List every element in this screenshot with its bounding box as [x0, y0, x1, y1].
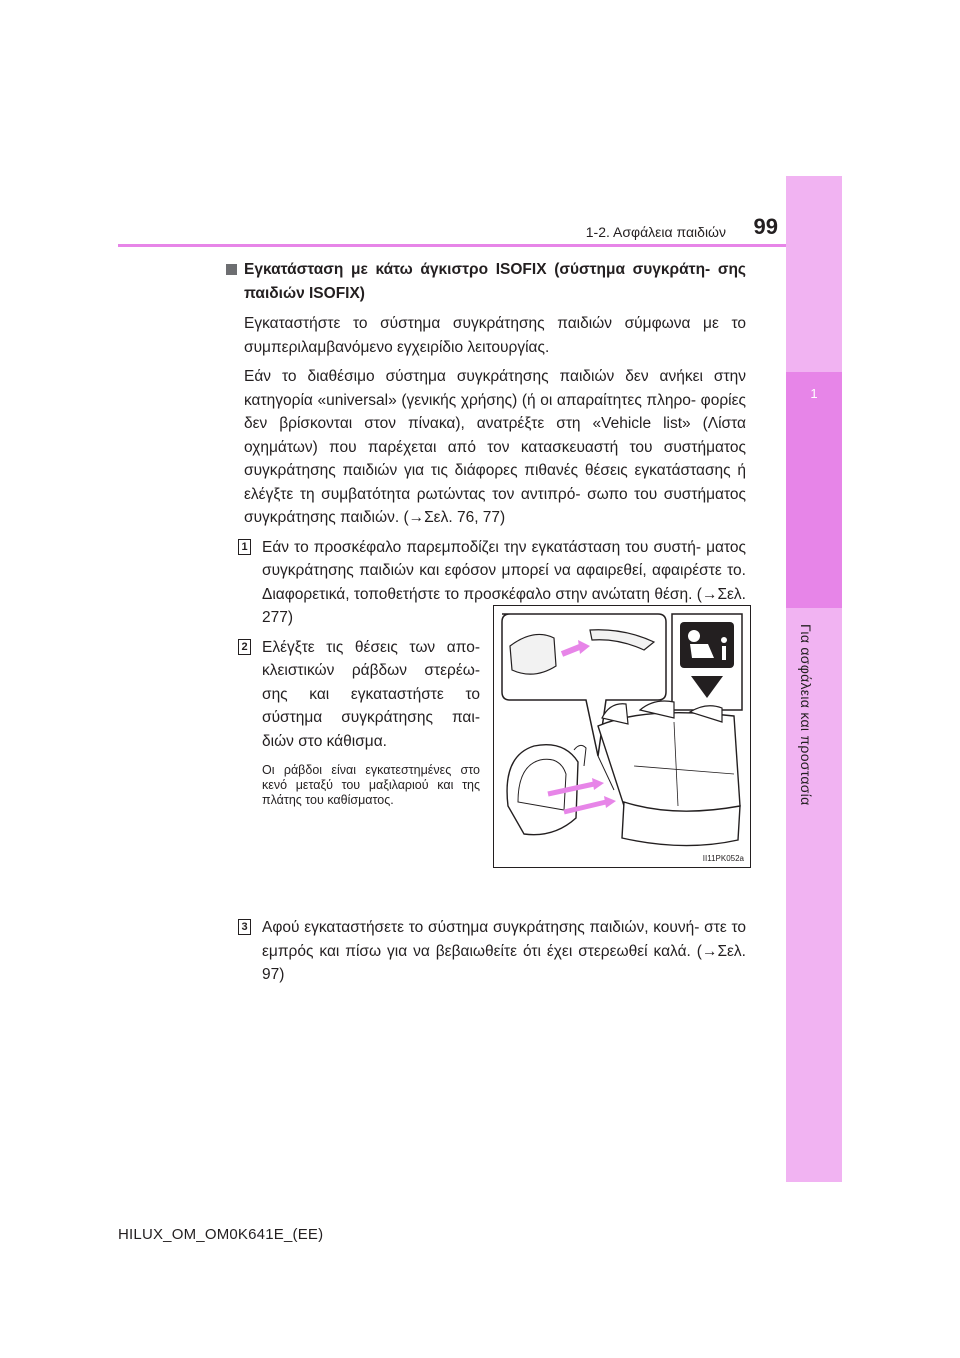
step-text: Αφού εγκαταστήσετε το σύστημα συγκράτησης παιδιών, κουνή- στε το εμπρός και πίσω για να βεβαιωθείτε ότι έχει στερεωθεί καλά. (→Σελ. 97)	[262, 919, 746, 983]
square-bullet-icon	[226, 264, 237, 275]
chapter-label: Για ασφάλεια και προστασία	[798, 624, 814, 806]
document-id: HILUX_OM_OM0K641E_(EE)	[118, 1226, 324, 1243]
page-number: 99	[753, 214, 778, 239]
chapter-marker	[786, 372, 842, 608]
step-number: 1	[238, 539, 251, 555]
paragraph: Εάν το διαθέσιμο σύστημα συγκράτησης παιδιών δεν ανήκει στην κατηγορία «universal» (γενικής χρήσης) (ή οι απαραίτητες πληρο- φορίες δεν βρίσκονται στον πίνακα), ανατρέξτε στη «Vehicle list» (Λίστα οχημάτων) που παρέχεται από τον κατασκευαστή του συστήματος συγκράτησης παιδιών για τις διάφορες πιθανές θέσεις εγκατάστασης ή ελέγξτε τη συμβατότητα ρωτώντας τον αντιπρό- σωπο του συστήματος συγκράτησης παιδιών. (→Σελ. 76, 77)	[244, 368, 746, 526]
step-number: 3	[238, 919, 251, 935]
step-number: 2	[238, 639, 251, 655]
step-note: Οι ράβδοι είναι εγκατεστημένες στο κενό μεταξύ του μαξιλαριού και της πλάτης του καθίσματος.	[262, 763, 480, 807]
section-title: 1-2. Ασφάλεια παιδιών	[585, 224, 726, 240]
page-header	[118, 214, 786, 247]
isofix-illustration	[493, 605, 751, 868]
heading-text: Εγκατάσταση με κάτω άγκιστρο ISOFIX (σύστημα συγκράτη- σης παιδιών ISOFIX)	[244, 261, 746, 302]
step-text: Εάν το προσκέφαλο παρεμποδίζει την εγκατάσταση του συστή- ματος συγκράτησης παιδιών και εφόσον μπορεί να αφαιρεθεί, αφαιρέστε το. Διαφορετικά, τοποθετήστε το προσκέφαλο στην ανώτατη θέση. (→Σελ. 277)	[262, 538, 746, 626]
section-heading	[226, 258, 746, 306]
isofix-drawing	[494, 606, 750, 867]
step-3	[226, 916, 746, 987]
step-text: Ελέγξτε τις θέσεις των απο- κλειστικών ράβδων στερέω- σης και εγκαταστήστε το σύστημα συγκράτησης παι- διών στο κάθισμα.	[262, 638, 480, 750]
illustration-code: II11PK052a	[702, 854, 744, 863]
paragraph: Εγκαταστήστε το σύστημα συγκράτησης παιδιών σύμφωνα με το συμπεριλαμβανόμενο εγχειρίδιο λειτουργίας.	[244, 315, 746, 356]
chapter-side-tab	[786, 176, 842, 1182]
chapter-number: 1	[810, 386, 818, 401]
